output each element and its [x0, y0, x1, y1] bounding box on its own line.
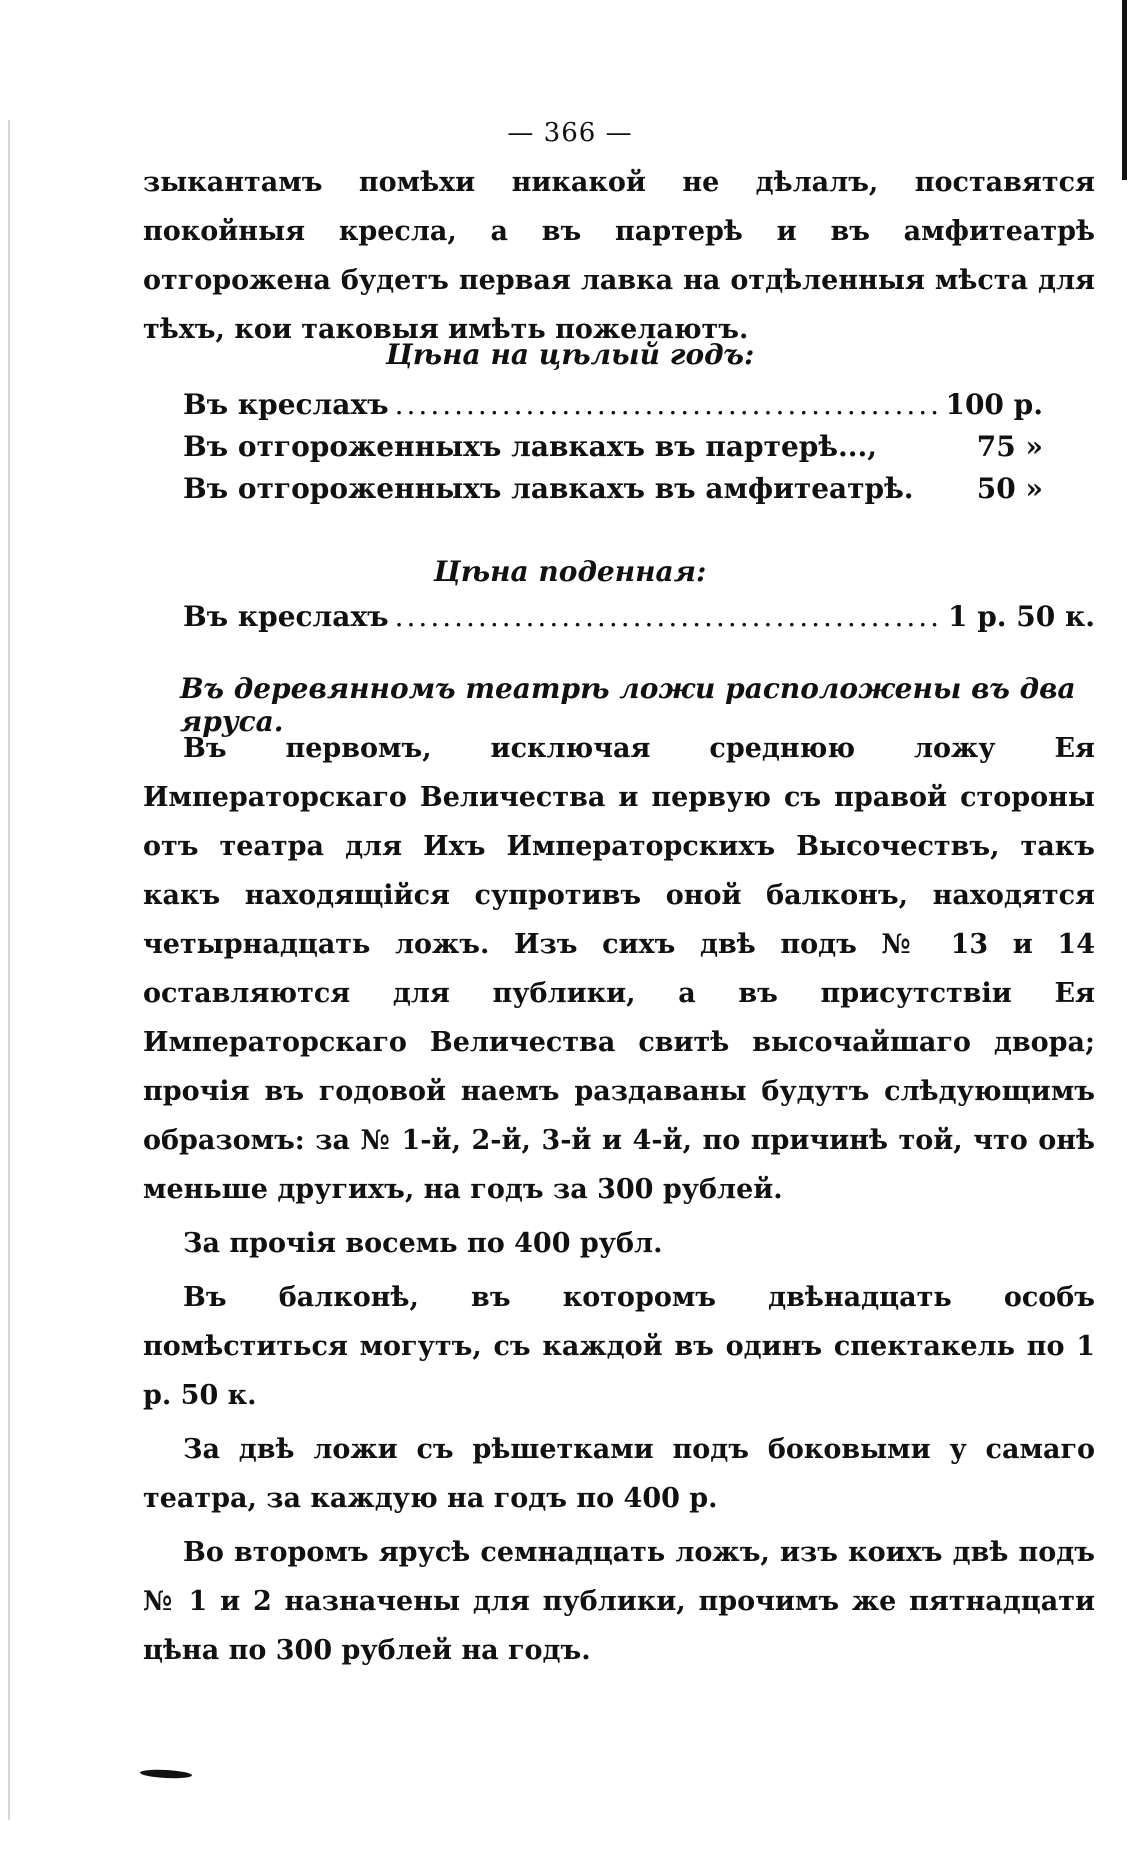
annual-price-row [183, 430, 1043, 478]
body-text-block [143, 724, 1095, 1675]
body-paragraph: За двѣ ложи съ рѣшетками подъ боковыми у самаго театра, за каждую на годъ по 400 р. [143, 1434, 1095, 1514]
body-paragraph: Во второмъ ярусѣ семнадцать ложъ, изъ коихъ двѣ подъ № 1 и 2 назначены для публики, прочимъ же пятнадцати цѣна по 300 рублей на годъ. [143, 1537, 1095, 1666]
annual-price-heading: Цѣна на цѣлый годъ: [385, 338, 755, 371]
price-row-label: Въ отгороженныхъ лавкахъ въ амфитеатрѣ. [183, 472, 914, 505]
body-paragraph: Въ балконѣ, въ которомъ двѣнадцать особъ помѣститься могутъ, съ каждой въ одинъ спектакель по 1 р. 50 к. [143, 1282, 1095, 1411]
leader-dots [395, 388, 940, 421]
body-paragraph: Въ первомъ, исключая среднюю ложу Ея Императорскаго Величества и первую съ правой стороны отъ театра для Ихъ Императорскихъ Высочествъ, такъ какъ находящійся супротивъ оной балконъ, находятся четырнадцать ложъ. Изъ сихъ двѣ подъ № 13 и 14 оставляются для публики, а въ присутствіи Ея Императорскаго Величества свитѣ высочайшаго двора; прочія въ годовой наемъ раздаваны будутъ слѣдующимъ образомъ: за № 1-й, 2-й, 3-й и 4-й, по причинѣ той, что онѣ меньше другихъ, на годъ за 300 рублей. [143, 733, 1095, 1205]
leader-dots [395, 600, 942, 633]
price-row-label: Въ отгороженныхъ лавкахъ въ партерѣ..., [183, 430, 878, 463]
page-number: — 366 — [507, 118, 633, 148]
annual-price-row [183, 472, 1043, 520]
price-row-value: 100 р. [945, 388, 1043, 421]
price-row-label: Въ креслахъ [183, 388, 389, 421]
price-row-value: 75 » [976, 430, 1043, 463]
right-edge-mark [1122, 0, 1127, 180]
opening-paragraph-block [143, 158, 1095, 354]
price-row-value: 1 р. 50 к. [948, 600, 1095, 633]
price-row-label: Въ креслахъ [183, 600, 389, 633]
left-margin-rule [8, 120, 10, 1820]
wooden-theatre-heading: Въ деревянномъ театрѣ ложи расположены въ два яруса. [180, 672, 1076, 738]
page-bottom-ink-mark [140, 1769, 192, 1780]
daily-price-heading: Цѣна поденная: [433, 555, 707, 588]
annual-price-row [183, 388, 1043, 436]
body-paragraph: За прочія восемь по 400 рубл. [183, 1228, 663, 1259]
price-row-value: 50 » [976, 472, 1043, 505]
opening-paragraph: зыкантамъ помѣхи никакой не дѣлалъ, поставятся покойныя кресла, а въ партерѣ и въ амфитеатрѣ отгорожена будетъ первая лавка на отдѣленныя мѣста для тѣхъ, кои таковыя имѣть пожелаютъ. [143, 167, 1095, 345]
daily-price-row [183, 600, 1095, 648]
